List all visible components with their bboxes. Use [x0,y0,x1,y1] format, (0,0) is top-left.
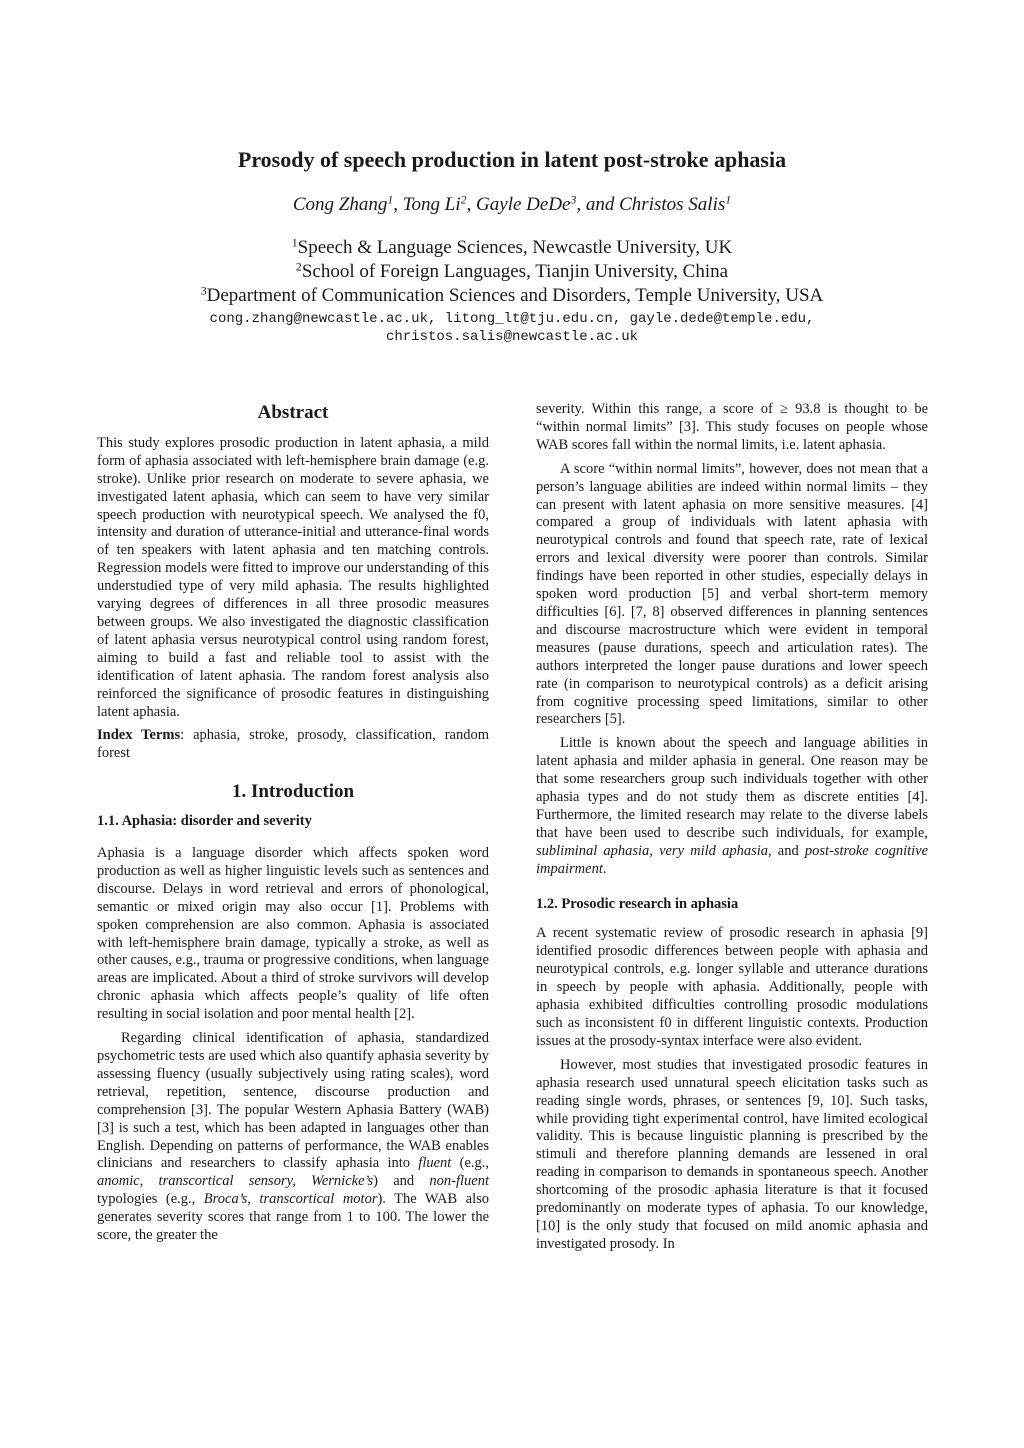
paragraph [97,1030,489,1245]
abstract-text: This study explores prosodic production in latent aphasia, a mild form of aphasia associated with left-hemisphere brain damage (e.g. stroke). Unlike prior research on moderate to severe aphasia, we investigated latent aphasia, which can seem to have very similar speech production with neurotypical speech. We analysed the f0, intensity and duration of utterance-initial and utterance-final words of ten speakers with latent aphasia and ten matching controls. Regression models were fitted to improve our understanding of this understudied type of very mild aphasia. The results highlighted varying degrees of differences in all three prosodic measures between groups. We also investigated the diagnostic classification of latent aphasia versus neurotypical control using random forest, aiming to build a fast and reliable tool to assist with the identification of latent aphasia. The random forest analysis also reinforced the significance of prosodic features in distinguishing latent aphasia. [97,434,489,720]
index-terms-label: Index Terms [97,727,181,744]
author-name: Gayle DeDe [476,194,571,215]
emphasis-text: Broca’s, transcortical motor [203,1191,378,1208]
paragraph: Aphasia is a language disorder which affects spoken word production as well as higher linguistic levels such as sentences and discourse. Delays in word retrieval and errors of phonological, semantic or mixed origin may also occur [1]. Problems with spoken comprehension are also common. Aphasia is associated with left-hemisphere brain damage, typically a stroke, as well as other causes, e.g., trauma or progressive conditions, when language areas are implicated. About a third of stroke survivors will develop chronic aphasia which affects people’s quality of life often resulting in social isolation and poor mental health [2]. [97,845,489,1023]
author-affiliation-mark: 1 [387,193,394,207]
author-list [0,194,1024,216]
affiliation-mark: 3 [200,284,207,298]
emphasis-text: subliminal aphasia [536,842,650,859]
author-separator: , [393,194,403,215]
author-separator: , and [576,194,620,215]
paper-title: Prosody of speech production in latent post-stroke aphasia [237,147,787,172]
subsection-heading: 1.1. Aphasia: disorder and severity [97,813,312,830]
paragraph-text: typologies (e.g., [97,1191,204,1208]
author-name: Tong Li [402,194,461,215]
paragraph: However, most studies that investigated prosodic features in aphasia research used unnatural speech elicitation tasks such as reading single words, phrases, or sentences [9, 10]. Such tasks, while providing tight experimental control, have limited ecological validity. This is because linguistic planning is prescribed by the stimuli and therefore planning demands are lessened in oral reading in comparison to demands in spontaneous speech. Another shortcoming of the prosodic aphasia literature is that it focused predominantly on moderate types of aphasia. To our knowledge, [10] is the only study that focused on mild anomic aphasia and investigated prosody. In [536,1056,928,1252]
affiliation-text: Speech & Language Sciences, Newcastle University, UK [297,237,733,258]
author-affiliation-mark: 3 [570,193,577,207]
affiliation-line [0,260,1024,284]
emphasis-text: fluent [418,1155,452,1172]
email-line: christos.salis@newcastle.ac.uk [385,329,639,345]
paragraph [536,735,928,878]
paragraph-text: and [771,842,805,859]
paragraph-text: Regarding clinical identification of aphasia, standardized psychometric tests are used which also quantify aphasia severity by assessing fluency (usually subjectively using rating scales), word retrieval, repetition, sentence, discourse production and comprehension [3]. The popular Western Aphasia Battery (WAB) [3] is such a test, which has been adapted in languages other than English. Depending on patterns of performance, the WAB enables clinicians and researchers to classify aphasia into [97,1030,489,1172]
affiliation-list [0,236,1024,308]
index-terms-text: : aphasia, stroke, prosody, classification, random forest [97,727,489,762]
emphasis-text: very mild aphasia, [659,842,772,859]
affiliation-line [0,236,1024,260]
paragraph-text: (e.g., [451,1155,490,1172]
abstract-heading: Abstract [257,402,329,423]
paragraph-text: ). The WAB also generates severity scores that range from 1 to 100. The lower the score, the greater the [97,1191,489,1244]
affiliation-mark: 2 [295,260,302,274]
emphasis-text: non-fluent [429,1173,489,1190]
section-heading-introduction: 1. Introduction [231,781,355,803]
author-affiliation-mark: 2 [460,193,467,207]
author-separator: , [466,194,477,215]
paragraph: A score “within normal limits”, however, does not mean that a person’s language abilities are indeed within normal limits – they can present with latent aphasia on more sensitive measures. [4] compared a group of individuals with latent aphasia with neurotypical controls and found that speech rate, rate of lexical errors and lexical diversity were poorer than controls. Similar findings have been reported in other studies, especially delays in spoken word production [5] and verbal short-term memory difficulties [6]. [7, 8] observed differences in planning sentences and discourse macrostructure which were evident in temporal measures (pause durations, speech and articulation rates). The authors interpreted the longer pause durations and lower speech rate (in comparison to neurotypical controls) as a deficit arising from cognitive processing speed limitations, similar to other researchers [5]. [536,460,928,728]
right-column [536,401,928,1254]
author-name: Christos Salis [619,194,726,215]
paragraph-text: . [602,860,607,877]
affiliation-line [0,284,1024,308]
emphasis-text: anomic, transcortical sensory, Wernicke’s [97,1173,374,1190]
paragraph-text: Little is known about the speech and language abilities in latent aphasia and milder aphasia in general. One reason may be that some researchers group such individuals together with other aphasia types and do not study them as discrete entities [4]. Furthermore, the limited research may relate to the diverse labels that have been used to describe such individuals, for example, [536,735,928,841]
paragraph-text: , [649,842,660,859]
left-column [97,402,489,1245]
affiliation-mark: 1 [291,236,298,250]
paragraph: A recent systematic review of prosodic research in aphasia [9] identified prosodic differences between people with aphasia and neurotypical controls, e.g. longer syllable and utterance durations in speech by people with aphasia. Additionally, people with aphasia exhibited difficulties controlling prosodic modulations such as inconsistent f0 in different linguistic contexts. Production issues at the prosody-syntax interface were also evident. [536,925,928,1049]
subsection-heading: 1.2. Prosodic research in aphasia [536,895,739,912]
author-name: Cong Zhang [292,194,388,215]
author-affiliation-mark: 1 [725,193,732,207]
affiliation-text: Department of Communication Sciences and Disorders, Temple University, USA [206,285,824,306]
email-list [0,310,1024,346]
emphasis-text: post-stroke cognitive impairment [536,842,929,877]
index-terms [97,727,489,763]
email-line: cong.zhang@newcastle.ac.uk, litong_lt@tju.edu.cn, gayle.dede@temple.edu, [209,311,815,327]
paragraph-text: ) and [373,1173,430,1190]
paragraph: severity. Within this range, a score of ≥ 93.8 is thought to be “within normal limits” [3]. This study focuses on people whose WAB scores fall within the normal limits, i.e. latent aphasia. [536,401,928,453]
affiliation-text: School of Foreign Languages, Tianjin University, China [301,261,729,282]
